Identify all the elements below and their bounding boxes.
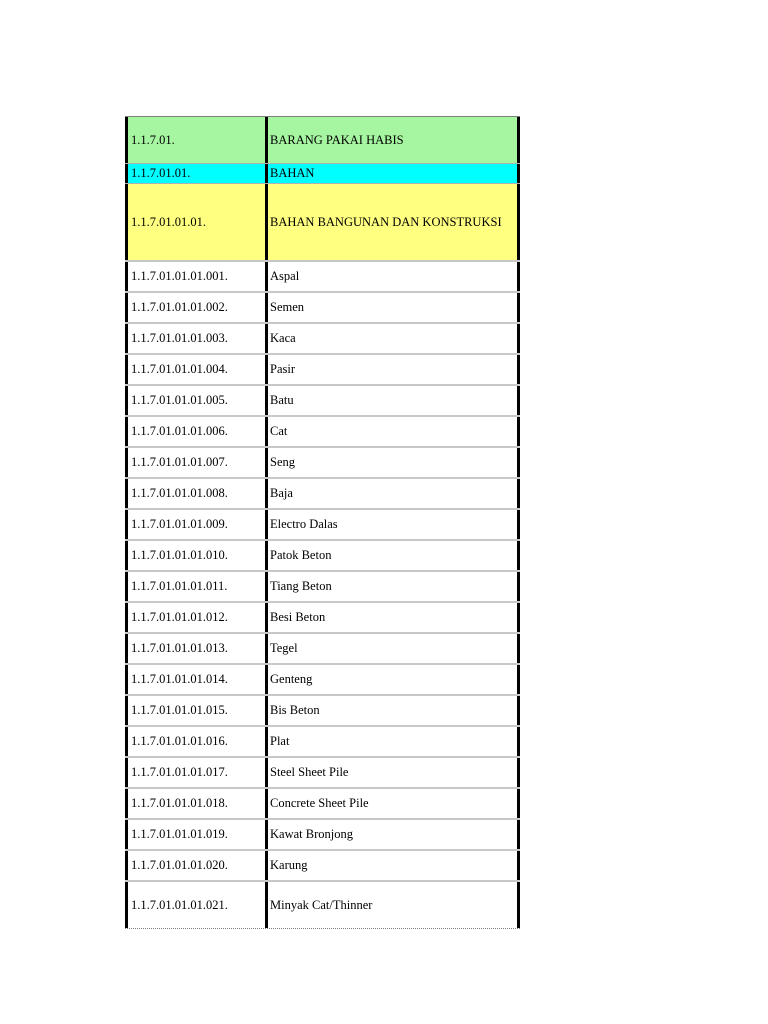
account-name-cell[interactable]: Tegel [268,634,520,663]
account-name-cell[interactable]: Patok Beton [268,541,520,570]
account-code-cell[interactable]: 1.1.7.01.01.01.008. [125,479,268,508]
table-row [125,541,520,572]
account-name-cell[interactable]: Bis Beton [268,696,520,725]
table-row [125,448,520,479]
account-name-cell[interactable]: Semen [268,293,520,322]
account-code-cell[interactable]: 1.1.7.01.01.01. [125,184,268,260]
table-row [125,293,520,324]
account-code-cell[interactable]: 1.1.7.01.01.01.015. [125,696,268,725]
account-code-cell[interactable]: 1.1.7.01.01.01.018. [125,789,268,818]
account-code-cell[interactable]: 1.1.7.01.01.01.016. [125,727,268,756]
table-row [125,164,520,184]
account-name-cell[interactable]: Concrete Sheet Pile [268,789,520,818]
account-name-cell[interactable]: Besi Beton [268,603,520,632]
table-row [125,572,520,603]
account-name-cell[interactable]: Aspal [268,262,520,291]
table-row [125,820,520,851]
table-row [125,789,520,820]
account-code-cell[interactable]: 1.1.7.01.01.01.019. [125,820,268,849]
account-code-cell[interactable]: 1.1.7.01.01.01.005. [125,386,268,415]
account-name-cell[interactable]: BAHAN [268,164,520,183]
account-name-cell[interactable]: BAHAN BANGUNAN DAN KONSTRUKSI [268,184,520,260]
account-code-cell[interactable]: 1.1.7.01.01.01.004. [125,355,268,384]
table-row [125,116,520,164]
account-code-cell[interactable]: 1.1.7.01.01. [125,164,268,183]
account-code-cell[interactable]: 1.1.7.01.01.01.017. [125,758,268,787]
account-code-table [125,116,520,929]
table-row [125,603,520,634]
account-code-cell[interactable]: 1.1.7.01.01.01.003. [125,324,268,353]
account-code-cell[interactable]: 1.1.7.01.01.01.002. [125,293,268,322]
account-name-cell[interactable]: Kawat Bronjong [268,820,520,849]
account-code-cell[interactable]: 1.1.7.01.01.01.014. [125,665,268,694]
table-row [125,696,520,727]
account-name-cell[interactable]: Baja [268,479,520,508]
table-row [125,355,520,386]
table-row [125,479,520,510]
account-code-cell[interactable]: 1.1.7.01. [125,117,268,163]
account-code-cell[interactable]: 1.1.7.01.01.01.020. [125,851,268,880]
account-code-cell[interactable]: 1.1.7.01.01.01.013. [125,634,268,663]
account-name-cell[interactable]: Minyak Cat/Thinner [268,882,520,928]
account-name-cell[interactable]: Batu [268,386,520,415]
table-row [125,851,520,882]
table-row [125,665,520,696]
account-code-cell[interactable]: 1.1.7.01.01.01.010. [125,541,268,570]
table-row [125,727,520,758]
account-code-cell[interactable]: 1.1.7.01.01.01.006. [125,417,268,446]
table-row [125,634,520,665]
table-row [125,386,520,417]
table-row [125,184,520,262]
account-name-cell[interactable]: Genteng [268,665,520,694]
account-name-cell[interactable]: Cat [268,417,520,446]
table-row [125,882,520,929]
account-code-cell[interactable]: 1.1.7.01.01.01.009. [125,510,268,539]
account-name-cell[interactable]: Tiang Beton [268,572,520,601]
account-name-cell[interactable]: Seng [268,448,520,477]
account-name-cell[interactable]: Karung [268,851,520,880]
account-code-cell[interactable]: 1.1.7.01.01.01.012. [125,603,268,632]
account-code-cell[interactable]: 1.1.7.01.01.01.021. [125,882,268,928]
table-row [125,324,520,355]
account-code-cell[interactable]: 1.1.7.01.01.01.011. [125,572,268,601]
account-code-cell[interactable]: 1.1.7.01.01.01.007. [125,448,268,477]
account-name-cell[interactable]: Electro Dalas [268,510,520,539]
account-name-cell[interactable]: BARANG PAKAI HABIS [268,117,520,163]
table-row [125,758,520,789]
account-name-cell[interactable]: Kaca [268,324,520,353]
table-row [125,417,520,448]
account-name-cell[interactable]: Pasir [268,355,520,384]
table-row [125,262,520,293]
account-code-cell[interactable]: 1.1.7.01.01.01.001. [125,262,268,291]
table-row [125,510,520,541]
account-name-cell[interactable]: Plat [268,727,520,756]
account-name-cell[interactable]: Steel Sheet Pile [268,758,520,787]
